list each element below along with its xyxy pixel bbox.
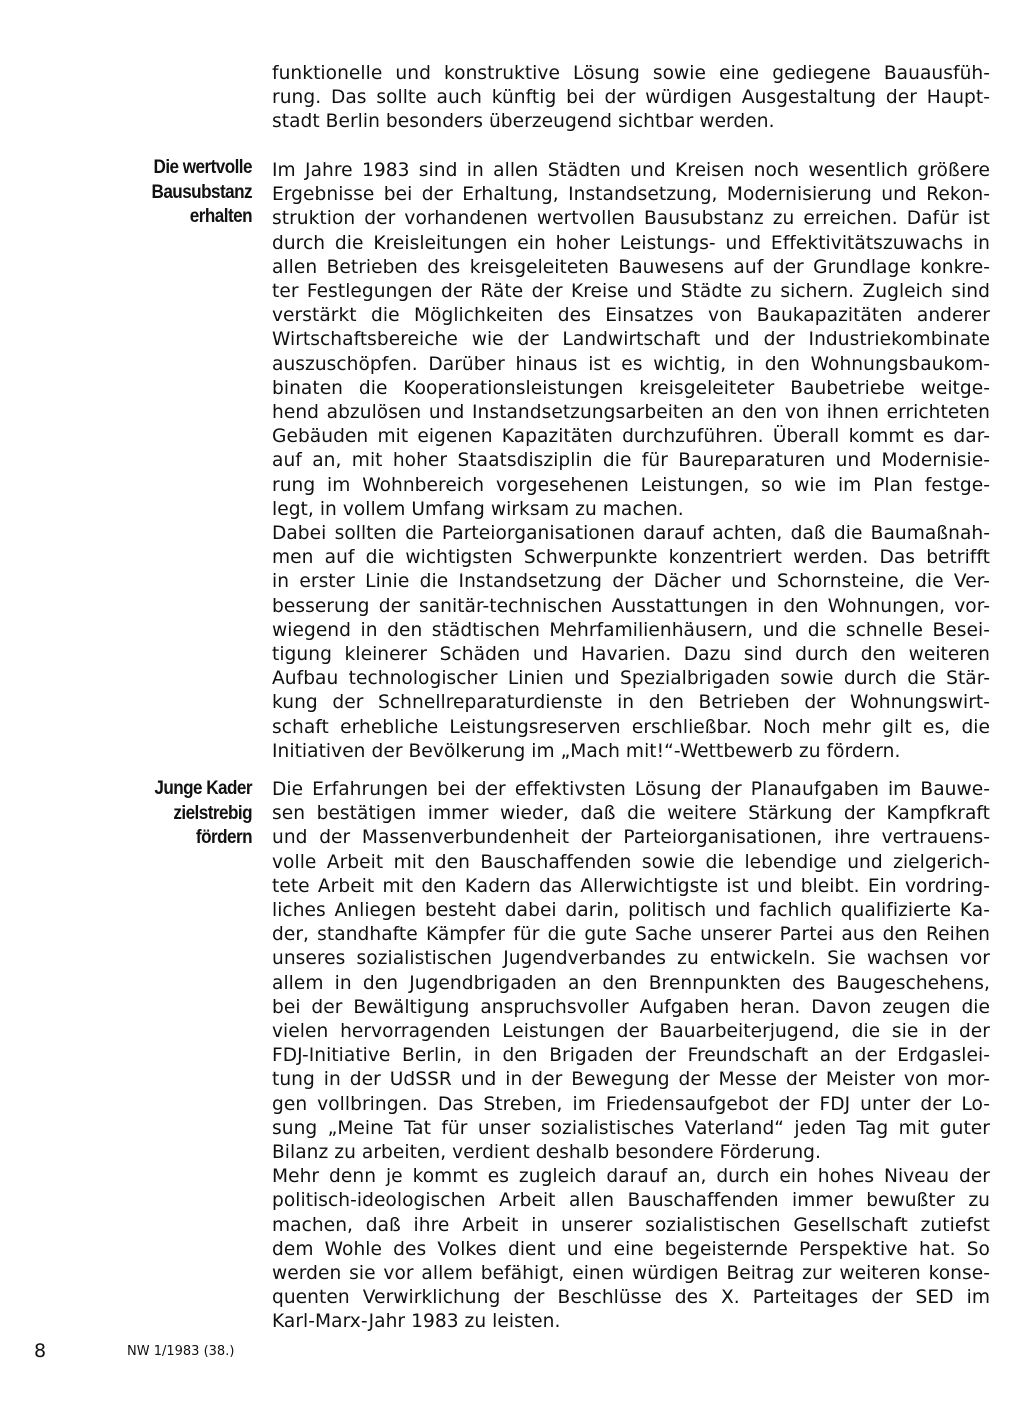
journal-reference: NW 1/1983 (38.)	[127, 1344, 235, 1359]
text-line: kung der Schnellreparaturdienste in den Betrieben der Wohnungswirt-	[272, 692, 990, 714]
text-line: allem in den Jugendbrigaden an den Brennpunkten des Baugeschehens,	[272, 972, 990, 994]
text-line: allen Betrieben des kreisgeleiteten Bauwesens auf der Grundlage konkre-	[272, 256, 990, 278]
text-line: Die Erfahrungen bei der effektivsten Lösung der Planaufgaben im Bauwe-	[272, 779, 990, 800]
text-line: struktion der vorhandenen wertvollen Bausubstanz zu erreichen. Dafür ist	[272, 208, 990, 230]
text-line: Karl-Marx-Jahr 1983 zu leisten.	[272, 1311, 561, 1333]
paragraph	[272, 522, 990, 764]
text-line: Gebäuden mit eigenen Kapazitäten durchzuführen. Überall kommt es dar-	[272, 426, 990, 448]
text-line: durch die Kreisleitungen ein hoher Leistungs- und Effektivitätszuwachs in	[272, 232, 990, 254]
text-line: hend abzulösen und Instandsetzungsarbeiten an den von ihnen errichteten	[272, 402, 990, 424]
text-line: tigung kleinerer Schäden und Havarien. Dazu sind durch den weiteren	[272, 644, 990, 666]
paragraph	[272, 1165, 990, 1334]
text-line: Ergebnisse bei der Erhaltung, Instandsetzung, Modernisierung und Rekon-	[272, 184, 990, 206]
text-line: politisch-ideologischen Arbeit allen Bauschaffenden immer bewußter zu	[272, 1190, 990, 1212]
text-line: tung in der UdSSR und in der Bewegung der Messe der Meister von mor-	[272, 1069, 990, 1091]
intro-paragraph	[272, 62, 990, 135]
text-line: men auf die wichtigsten Schwerpunkte konzentriert werden. Das betrifft	[272, 547, 990, 569]
text-line: bei der Bewältigung anspruchsvoller Aufgaben heran. Davon zeugen die	[272, 996, 990, 1018]
text-line: und der Massenverbundenheit der Parteiorganisationen, ihre vertrauens-	[272, 827, 990, 849]
text-line: stadt Berlin besonders überzeugend sichtbar werden.	[272, 111, 775, 133]
heading-line: Bausubstanz	[151, 181, 252, 203]
text-line: Dabei sollten die Parteiorganisationen darauf achten, daß die Baumaßnah-	[272, 523, 990, 545]
text-line: in erster Linie die Instandsetzung der Dächer und Schornsteine, die Ver-	[272, 571, 990, 593]
text-line: sen bestätigen immer wieder, daß die weitere Stärkung der Kampfkraft	[272, 803, 990, 825]
text-line: auszuschöpfen. Darüber hinaus ist es wichtig, in den Wohnungsbaukom-	[272, 353, 990, 375]
text-line: schaft erhebliche Leistungsreserven erschließbar. Noch mehr gilt es, die	[272, 716, 990, 738]
heading-line: Junge Kader	[154, 778, 252, 799]
text-line: Bilanz zu arbeiten, verdient deshalb besondere Förderung.	[272, 1142, 821, 1164]
text-line: auf an, mit hoher Staatsdisziplin die für Baureparaturen und Modernisie-	[272, 450, 990, 472]
text-line: FDJ-Initiative Berlin, in den Brigaden der Freundschaft an der Erdgaslei-	[272, 1045, 990, 1067]
text-line: dem Wohle des Volkes dient und eine begeisternde Perspektive hat. So	[272, 1238, 990, 1260]
text-line: Initiativen der Bevölkerung im „Mach mit!“-Wettbewerb zu fördern.	[272, 740, 901, 762]
text-line: quenten Verwirklichung der Beschlüsse des X. Parteitages der SED im	[272, 1287, 990, 1309]
text-line: sung „Meine Tat für unser sozialistisches Vaterland“ jeden Tag mit guter	[272, 1117, 990, 1139]
section-bausubstanz-body	[272, 159, 990, 764]
text-line: besserung der sanitär-technischen Ausstattungen in den Wohnungen, vor-	[272, 595, 990, 617]
text-line: rung im Wohnbereich vorgesehenen Leistungen, so wie im Plan festge-	[272, 474, 990, 496]
text-line: Aufbau technologischer Linien und Spezialbrigaden sowie durch die Stär-	[272, 668, 990, 690]
text-line: binaten die Kooperationsleistungen kreisgeleiteter Baubetriebe weitge-	[272, 377, 990, 399]
text-line: liches Anliegen besteht dabei darin, politisch und fachlich qualifizierte Ka-	[272, 900, 990, 922]
text-line: Wirtschaftsbereiche wie der Landwirtschaft und der Industriekombinate	[272, 329, 990, 351]
text-line: rung. Das sollte auch künftig bei der würdigen Ausgestaltung der Haupt-	[272, 87, 990, 109]
section-junge-kader-body	[272, 778, 990, 1335]
text-line: unseres sozialistischen Jugendverbandes zu entwickeln. Sie wachsen vor	[272, 948, 990, 970]
heading-line: zielstrebig	[173, 802, 252, 824]
text-line: volle Arbeit mit den Bauschaffenden sowie die lebendige und zielgerich-	[272, 851, 990, 873]
text-line: legt, in vollem Umfang wirksam zu machen.	[272, 498, 684, 520]
text-line: machen, daß ihre Arbeit in unserer sozialistischen Gesellschaft zutiefst	[272, 1214, 990, 1236]
heading-line: Die wertvolle	[153, 157, 252, 178]
text-line: Mehr denn je kommt es zugleich darauf an, durch ein hohes Niveau der	[272, 1166, 990, 1188]
paragraph	[272, 778, 990, 1165]
page-number: 8	[34, 1340, 47, 1362]
text-line: verstärkt die Möglichkeiten des Einsatzes von Baukapazitäten anderer	[272, 305, 990, 327]
text-line: gen vollbringen. Das Streben, im Friedensaufgebot der FDJ unter der Lo-	[272, 1093, 990, 1115]
text-line: werden sie vor allem befähigt, einen würdigen Beitrag zur weiteren konse-	[272, 1263, 990, 1285]
heading-line: fördern	[195, 827, 252, 848]
margin-heading-bausubstanz	[131, 156, 252, 230]
heading-line: erhalten	[189, 206, 252, 227]
paragraph	[272, 159, 990, 522]
text-line: der, standhafte Kämpfer für die gute Sache unserer Partei aus den Reihen	[272, 924, 990, 946]
text-line: funktionelle und konstruktive Lösung sowie eine gediegene Bauausfüh-	[272, 63, 990, 84]
text-line: tete Arbeit mit den Kadern das Allerwichtigste ist und bleibt. Ein vordring-	[272, 875, 990, 897]
text-line: ter Festlegungen der Räte der Kreise und Städte zu sichern. Zugleich sind	[272, 281, 990, 303]
text-line: wiegend in den städtischen Mehrfamilienhäusern, und die schnelle Besei-	[272, 619, 990, 641]
margin-heading-junge-kader	[131, 777, 252, 851]
text-line: Im Jahre 1983 sind in allen Städten und Kreisen noch wesentlich größere	[272, 160, 990, 181]
text-line: vielen hervorragenden Leistungen der Bauarbeiterjugend, die sie in der	[272, 1021, 990, 1043]
